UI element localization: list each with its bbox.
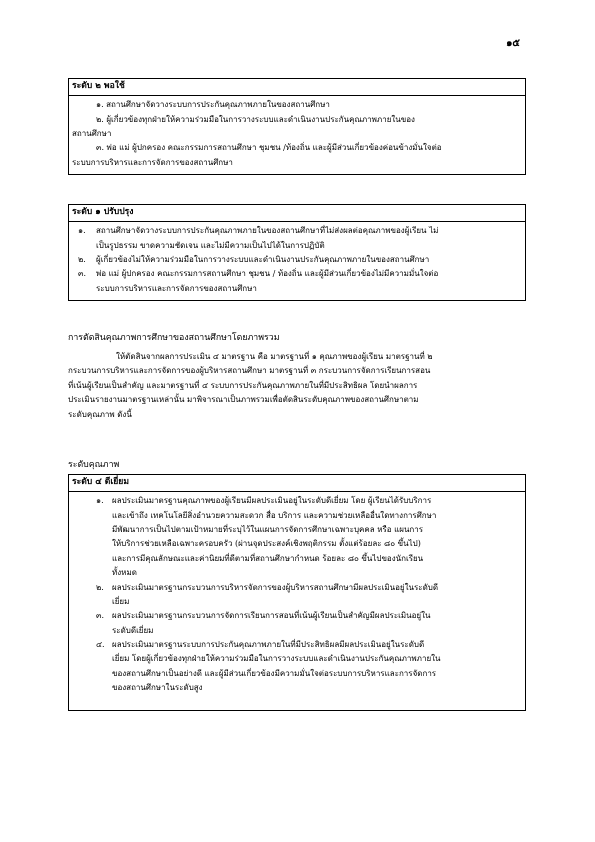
item-text: ให้บริการช่วยเหลือเฉพาะครอบครัว (ผ่านจุดประสงค์เชิงพฤติกรรม ตั้งแต่ร้อยละ ๘๐ ขึ้นไป) <box>112 539 421 549</box>
box-header: ระดับ ๔ ดีเยี่ยม <box>69 475 525 492</box>
criteria-item <box>72 609 522 638</box>
item-text: ทั้งหมด <box>112 568 137 578</box>
section-paragraph <box>68 350 526 422</box>
criteria-item <box>72 581 522 610</box>
item-text: ผลประเมินมาตรฐานคุณภาพของผู้เรียนมีผลประเมินอยู่ในระดับดีเยี่ยม โดย ผู้เรียนได้รับบริการ <box>112 496 432 506</box>
criteria-box-level-1 <box>68 204 526 301</box>
item-number: ๑. <box>78 226 86 236</box>
criteria-line: ๑. สถานศึกษาจัดวางระบบการประกันคุณภาพภายในของสถานศึกษา <box>96 100 330 110</box>
box-body <box>69 96 525 174</box>
criteria-box-level-4 <box>68 474 526 711</box>
criteria-item <box>72 494 522 580</box>
item-text: และการมีคุณลักษณะและค่านิยมที่ดีตามที่สถานศึกษากำหนด ร้อยละ ๘๐ ขึ้นไปของนักเรียน <box>112 553 424 563</box>
box-body <box>69 492 525 709</box>
item-text: ระดับดีเยี่ยม <box>112 625 154 635</box>
paragraph-line: ที่เน้นผู้เรียนเป็นสำคัญ และมาตรฐานที่ ๔ ระบบการประกันคุณภาพภายในที่มีประสิทธิผล โดยนำผลการ <box>68 380 418 390</box>
criteria-line: ๒. ผู้เกี่ยวข้องทุกฝ่ายให้ความร่วมมือในการวางระบบและดำเนินงานประกันคุณภาพภายในของ <box>96 114 415 124</box>
criteria-item <box>72 638 522 696</box>
item-text: ของสถานศึกษาเป็นอย่างดี และผู้มีส่วนเกี่ยวข้องมีความมั่นใจต่อระบบการบริหารและการจัดการ <box>112 668 437 678</box>
item-text: สถานศึกษาจัดวางระบบการประกันคุณภาพภายในของสถานศึกษาที่ไม่ส่งผลต่อคุณภาพของผู้เรียน ไม่ <box>96 226 439 236</box>
criteria-item <box>72 253 522 267</box>
item-number: ๒. <box>96 582 104 592</box>
item-number: ๒. <box>78 254 86 264</box>
item-text: และเข้าถึง เทคโนโลยีสิ่งอำนวยความสะดวก สื่อ บริการ และความช่วยเหลืออื่นใดทางการศึกษา <box>112 510 437 520</box>
item-text: เยี่ยม โดยผู้เกี่ยวข้องทุกฝ่ายให้ความร่วมมือในการวางระบบและดำเนินงานประกันคุณภาพภายใน <box>112 654 441 664</box>
item-text: ผลประเมินมาตรฐานระบบการประกันคุณภาพภายในที่มีประสิทธิผลมีผลประเมินอยู่ในระดับดี <box>112 640 425 650</box>
item-text: ผลประเมินมาตรฐานกระบวนการบริหารจัดการของผู้บริหารสถานศึกษามีผลประเมินอยู่ในระดับดี <box>112 582 439 592</box>
item-number: ๑. <box>96 496 104 506</box>
paragraph-line: ระดับคุณภาพ ดังนี้ <box>68 409 132 419</box>
item-text: ผู้เกี่ยวข้องไม่ให้ความร่วมมือในการวางระบบและดำเนินงานประกันคุณภาพภายในของสถานศึกษา <box>96 254 430 264</box>
criteria-line: สถานศึกษา <box>72 128 112 138</box>
box-body <box>69 222 525 300</box>
criteria-line: ๓. พ่อ แม่ ผู้ปกครอง คณะกรรมการสถานศึกษา ชุมชน /ท้องถิ่น และผู้มีส่วนเกี่ยวข้องค่อนข้างมั่นใจต่อ <box>96 143 442 153</box>
item-number: ๓. <box>96 611 105 621</box>
box-header: ระดับ ๒ พอใช้ <box>69 79 525 96</box>
item-text: พ่อ แม่ ผู้ปกครอง คณะกรรมการสถานศึกษา ชุมชน / ท้องถิ่น และผู้มีส่วนเกี่ยวข้องไม่มีความมั่นใจต่อ <box>96 269 439 279</box>
item-text: เยี่ยม <box>112 596 130 606</box>
section-title: การตัดสินคุณภาพการศึกษาของสถานศึกษาโดยภาพรวม <box>68 333 280 343</box>
paragraph-line: กระบวนการบริหารและการจัดการของผู้บริหารสถานศึกษา มาตรฐานที่ ๓ กระบวนการจัดการเรียนการสอน <box>68 366 431 376</box>
item-text: ระบบการบริหารและการจัดการของสถานศึกษา <box>96 283 257 293</box>
page-number: ๑๕ <box>506 38 520 49</box>
item-number: ๔. <box>96 640 105 650</box>
item-text: มีพัฒนาการเป็นไปตามเป้าหมายที่ระบุไว้ในแผนการจัดการศึกษาเฉพาะบุคคล หรือ แผนการ <box>112 524 424 534</box>
criteria-line: ระบบการบริหารและการจัดการของสถานศึกษา <box>72 157 233 167</box>
box-header: ระดับ ๑ ปรับปรุง <box>69 205 525 222</box>
item-number: ๓. <box>78 269 87 279</box>
item-text: เป็นรูปธรรม ขาดความชัดเจน และไม่มีความเป็นไปได้ในการปฏิบัติ <box>96 240 325 250</box>
criteria-item <box>72 267 522 296</box>
item-text: ของสถานศึกษาในระดับสูง <box>112 683 203 693</box>
criteria-item <box>72 224 522 253</box>
paragraph-line: ประเมินรายงานมาตรฐานเหล่านั้น มาพิจารณาเป็นภาพรวมเพื่อตัดสินระดับคุณภาพของสถานศึกษาตาม <box>68 395 419 405</box>
item-text: ผลประเมินมาตรฐานกระบวนการจัดการเรียนการสอนที่เน้นผู้เรียนเป็นสำคัญมีผลประเมินอยู่ใน <box>112 611 431 621</box>
paragraph-line: ให้ตัดสินจากผลการประเมิน ๔ มาตรฐาน คือ มาตรฐานที่ ๑ คุณภาพของผู้เรียน มาตรฐานที่ ๒ <box>116 352 433 361</box>
criteria-box-level-2 <box>68 78 526 175</box>
level-title: ระดับคุณภาพ <box>68 460 120 470</box>
